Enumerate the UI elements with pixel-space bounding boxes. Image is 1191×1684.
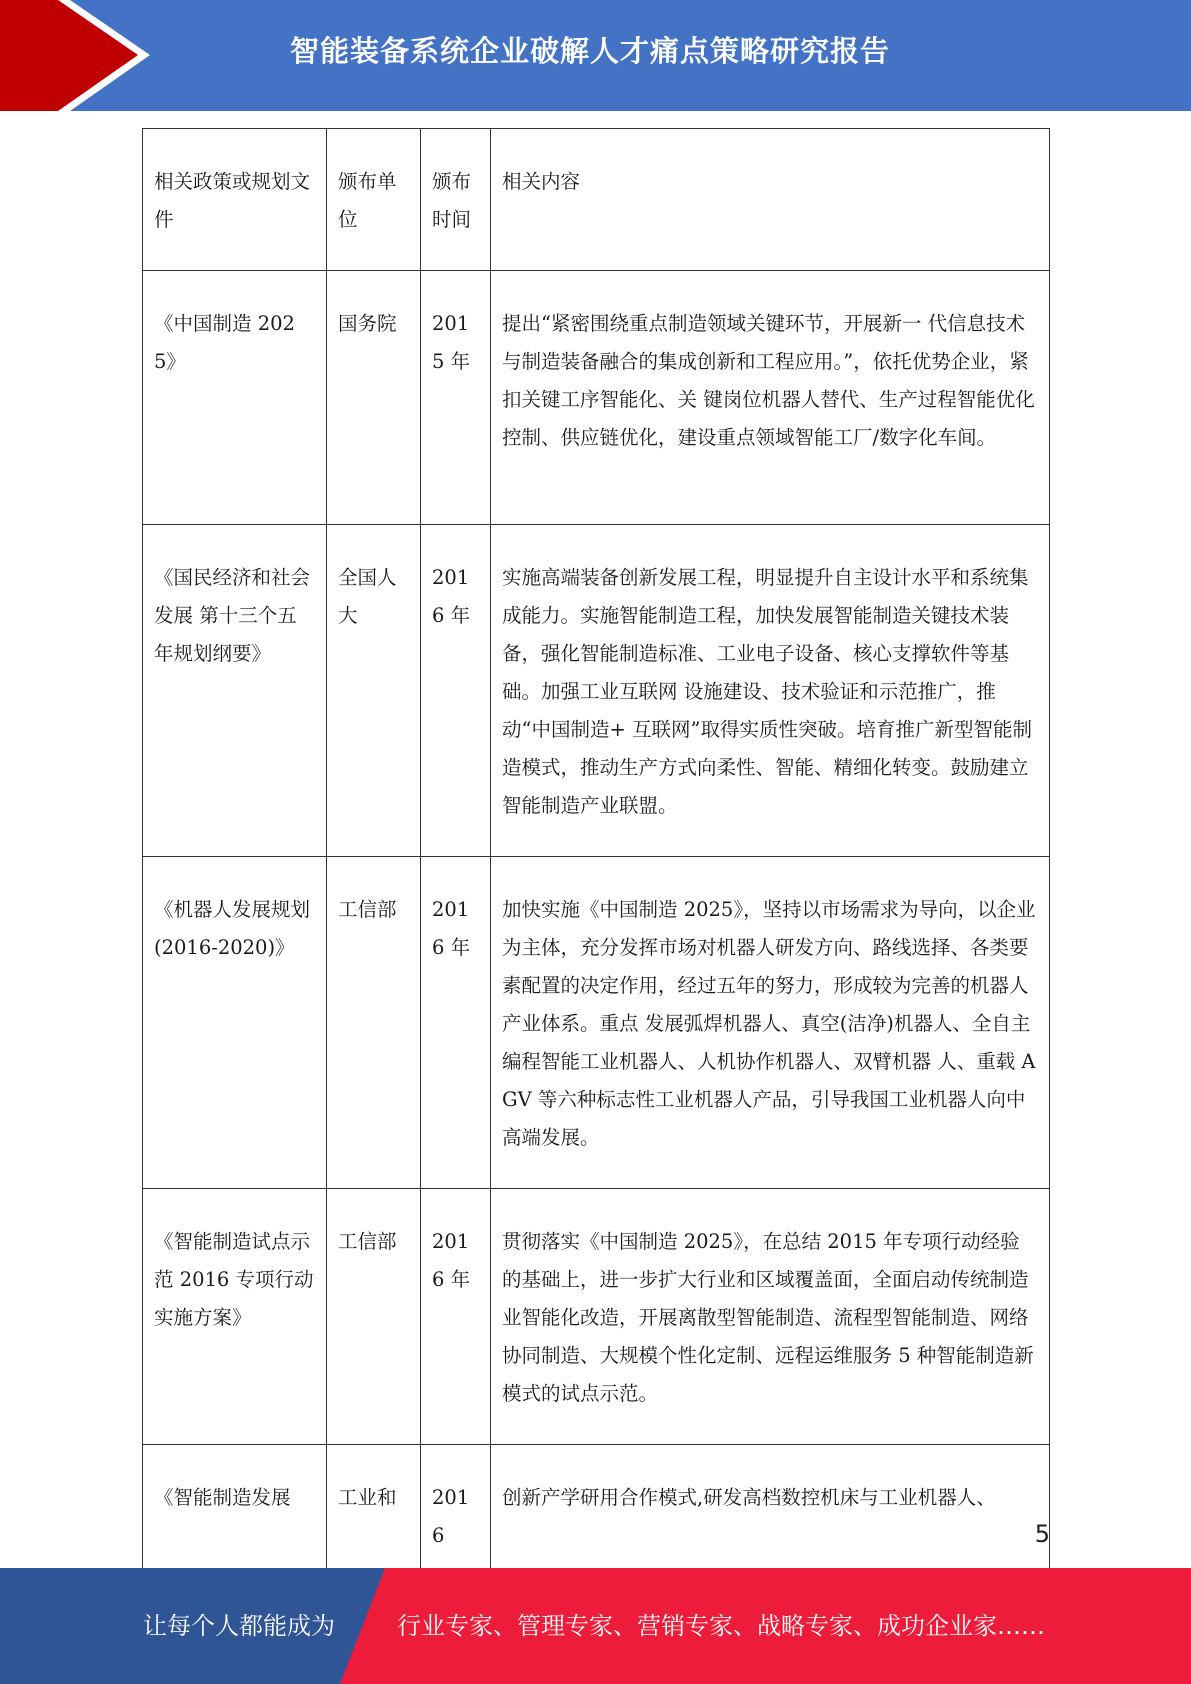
cell-content: 创新产学研用合作模式,研发高档数控机床与工业机器人、	[491, 1445, 1050, 1631]
cell-content: 贯彻落实《中国制造 2025》，在总结 2015 年专项行动经验的基础上，进一步扩大行业和区域覆盖面，全面启动传统制造业智能化改造，开展离散型智能制造、流程型智能制造、网络协同制造、大规模个性化定制、远程运维服务 5 种智能制造新模式的试点示范。	[491, 1189, 1050, 1445]
cell-document: 《智能制造试点示范 2016 专项行动实施方案》	[143, 1189, 327, 1445]
footer-slogan-left: 让每个人都能成为	[143, 1612, 335, 1640]
policy-table-container	[142, 128, 1049, 1547]
cell-date: 2016 年	[421, 857, 491, 1189]
cell-date: 2016	[421, 1445, 491, 1631]
cell-document: 《智能制造发展	[143, 1445, 327, 1631]
cell-issuer: 国务院	[327, 271, 421, 525]
cell-issuer: 工信部	[327, 857, 421, 1189]
page-number: 5	[1034, 1520, 1050, 1548]
cell-date: 2015 年	[421, 271, 491, 525]
cell-issuer: 工信部	[327, 1189, 421, 1445]
report-title: 智能装备系统企业破解人才痛点策略研究报告	[289, 34, 890, 68]
policy-table	[142, 128, 1050, 1631]
cell-issuer: 工业和	[327, 1445, 421, 1631]
table-row	[143, 857, 1050, 1189]
cell-content: 实施高端装备创新发展工程，明显提升自主设计水平和系统集成能力。实施智能制造工程，加快发展智能制造关键技术装备，强化智能制造标准、工业电子设备、核心支撑软件等基础。加强工业互联网 设施建设、技术验证和示范推广，推动“中国制造+ 互联网”取得实质性突破。培育推广新型智能制造模式，推动生产方式向柔性、智能、精细化转变。鼓励建立智能制造产业联盟。	[491, 525, 1050, 857]
cell-date: 2016 年	[421, 1189, 491, 1445]
cell-content: 加快实施《中国制造 2025》，坚持以市场需求为导向，以企业为主体，充分发挥市场对机器人研发方向、路线选择、各类要素配置的决定作用，经过五年的努力，形成较为完善的机器人产业体系。重点 发展弧焊机器人、真空(洁净)机器人、全自主编程智能工业机器人、人机协作机器人、双臂机器 人、重载 AGV 等六种标志性工业机器人产品，引导我国工业机器人向中高端发展。	[491, 857, 1050, 1189]
table-header-row	[143, 129, 1050, 271]
cell-document: 《国民经济和社会发展 第十三个五年规划纲要》	[143, 525, 327, 857]
cell-date: 2016 年	[421, 525, 491, 857]
table-row	[143, 1189, 1050, 1445]
page-header	[0, 0, 1191, 111]
page-footer	[0, 1568, 1191, 1684]
footer-slogan-right: 行业专家、管理专家、营销专家、战略专家、成功企业家……	[397, 1612, 1045, 1640]
header-cell-content: 相关内容	[491, 129, 1050, 271]
header-cell-issuer: 颁布单位	[327, 129, 421, 271]
cell-content: 提出“紧密围绕重点制造领域关键环节，开展新一 代信息技术与制造装备融合的集成创新和工程应用。”，依托优势企业，紧扣关键工序智能化、关 键岗位机器人替代、生产过程智能优化控制、供应链优化，建设重点领域智能工厂/数字化车间。	[491, 271, 1050, 525]
table-row	[143, 525, 1050, 857]
header-cell-date: 颁布时间	[421, 129, 491, 271]
cell-document: 《中国制造 2025》	[143, 271, 327, 525]
cell-document: 《机器人发展规划(2016-2020)》	[143, 857, 327, 1189]
header-cell-document: 相关政策或规划文件	[143, 129, 327, 271]
table-row	[143, 271, 1050, 525]
cell-issuer: 全国人大	[327, 525, 421, 857]
